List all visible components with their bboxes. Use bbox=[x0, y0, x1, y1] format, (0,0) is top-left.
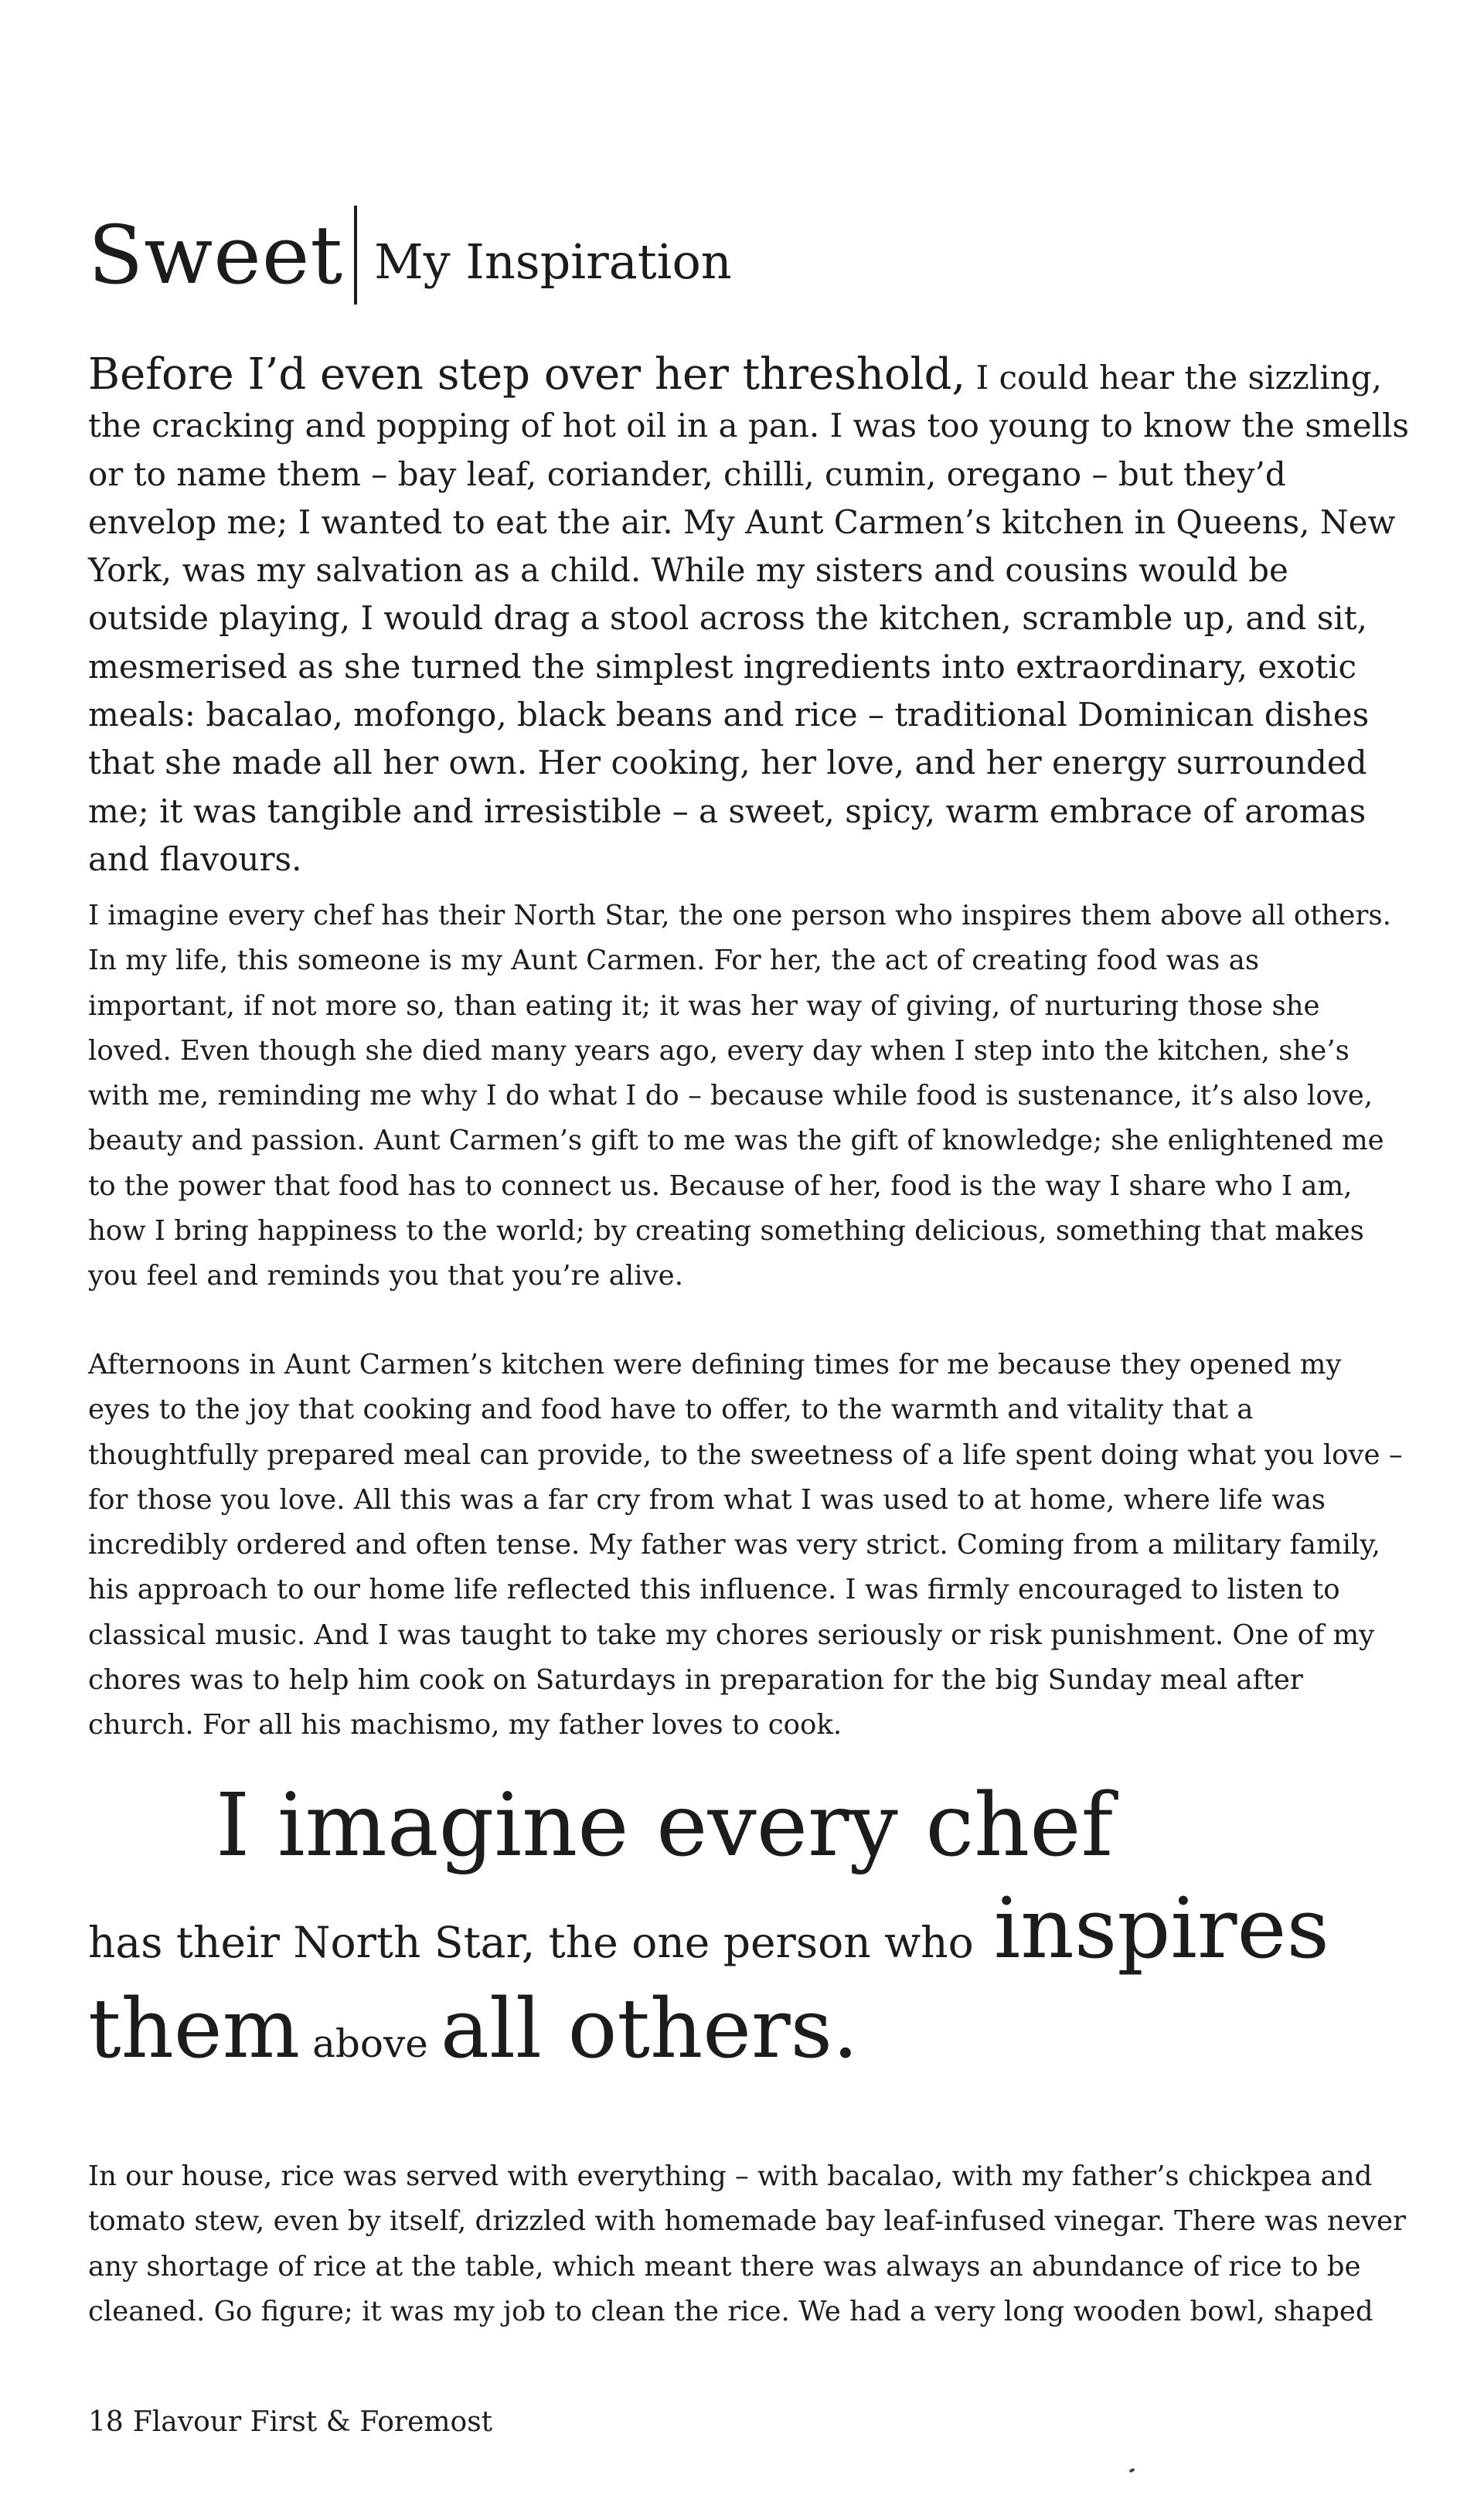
body-paragraph-1: I imagine every chef has their North Star, the one person who inspires them above all others. In my life, this someone is my Aunt Carmen. For her, the act of creating food was as important, if not more so, than eating it; it was her way of giving, of nurturing those she loved. Even though she died many years ago, every day when I step into the kitchen, she’s with me, reminding me why I do what I do – because while food is sustenance, it’s also love, beauty and passion. Aunt Carmen’s gift to me was the gift of knowledge; she enlightened me to the power that food has to connect us. Because of her, food is the way I share who I am, how I bring happiness to the world; by creating something delicious, something that makes you feel and reminds you that you’re alive. bbox=[88, 900, 1391, 1292]
pull-quote-line-2-text: has their North Star, the one person who bbox=[88, 1918, 974, 1967]
pull-quote-line-3 bbox=[88, 1981, 1411, 2089]
chapter-title: Sweet bbox=[88, 207, 344, 302]
chapter-heading bbox=[88, 203, 732, 307]
book-title: Flavour First & Foremost bbox=[132, 2406, 493, 2438]
pull-quote-all-others: all others. bbox=[440, 1981, 859, 2076]
lead-paragraph bbox=[88, 351, 1411, 883]
lead-in-text: Before I’d even step over her threshold, bbox=[88, 349, 966, 400]
pull-quote-line-1: I imagine every chef bbox=[216, 1775, 1114, 1876]
pull-quote-word-them: them bbox=[88, 1981, 301, 2076]
page-footer bbox=[88, 2406, 493, 2438]
pull-quote-emphasis-inspires: inspires bbox=[993, 1881, 1329, 1977]
body-paragraph-2: Afternoons in Aunt Carmen’s kitchen were defining times for me because they opened my eyes to the joy that cooking and food have to offer, to the warmth and vitality that a thoughtfully prepared meal can provide, to the sweetness of a life spent doing what you love – for those you love. All this was a far cry from what I was used to at home, where life was incredibly ordered and often tense. My father was very strict. Coming from a military family, his approach to our home life reflected this influence. I was firmly encouraged to listen to classical music. And I was taught to take my chores seriously or risk punishment. One of my chores was to help him cook on Saturdays in preparation for the big Sunday meal after church. For all his machismo, my father loves to cook. bbox=[88, 1349, 1403, 1741]
pull-quote bbox=[88, 1775, 1411, 2089]
body-paragraph-3: In our house, rice was served with everything – with bacalao, with my father’s chickpea and tomato stew, even by itself, drizzled with homemade bay leaf-infused vinegar. There was never any shortage of rice at the table, which meant there was always an abundance of rice to be cleaned. Go figure; it was my job to clean the rice. We had a very long wooden bowl, shaped bbox=[88, 2160, 1406, 2327]
pull-quote-word-above: above bbox=[312, 2021, 428, 2066]
book-page bbox=[88, 0, 1411, 2516]
lead-text: I could hear the sizzling, the cracking and popping of hot oil in a pan. I was too young to know the smells or to name them – bay leaf, coriander, chilli, cumin, oregano – but they’d envelop me; I wanted to eat the air. My Aunt Carmen’s kitchen in Queens, New York, was my salvation as a child. While my sisters and cousins would be outside playing, I would drag a stool across the kitchen, scramble up, and sit, mesmerised as she turned the simplest ingredients into extraordinary, exotic meals: bacalao, mofongo, black beans and rice – traditional Dominican dishes that she made all her own. Her cooking, her love, and her energy surrounded me; it was tangible and irresistible – a sweet, spicy, warm embrace of aromas and flavours. bbox=[88, 359, 1409, 878]
heading-divider bbox=[354, 206, 357, 305]
pull-quote-line-2 bbox=[88, 1881, 1411, 1988]
page-number: 18 bbox=[88, 2406, 124, 2438]
chapter-subtitle: My Inspiration bbox=[374, 233, 732, 290]
